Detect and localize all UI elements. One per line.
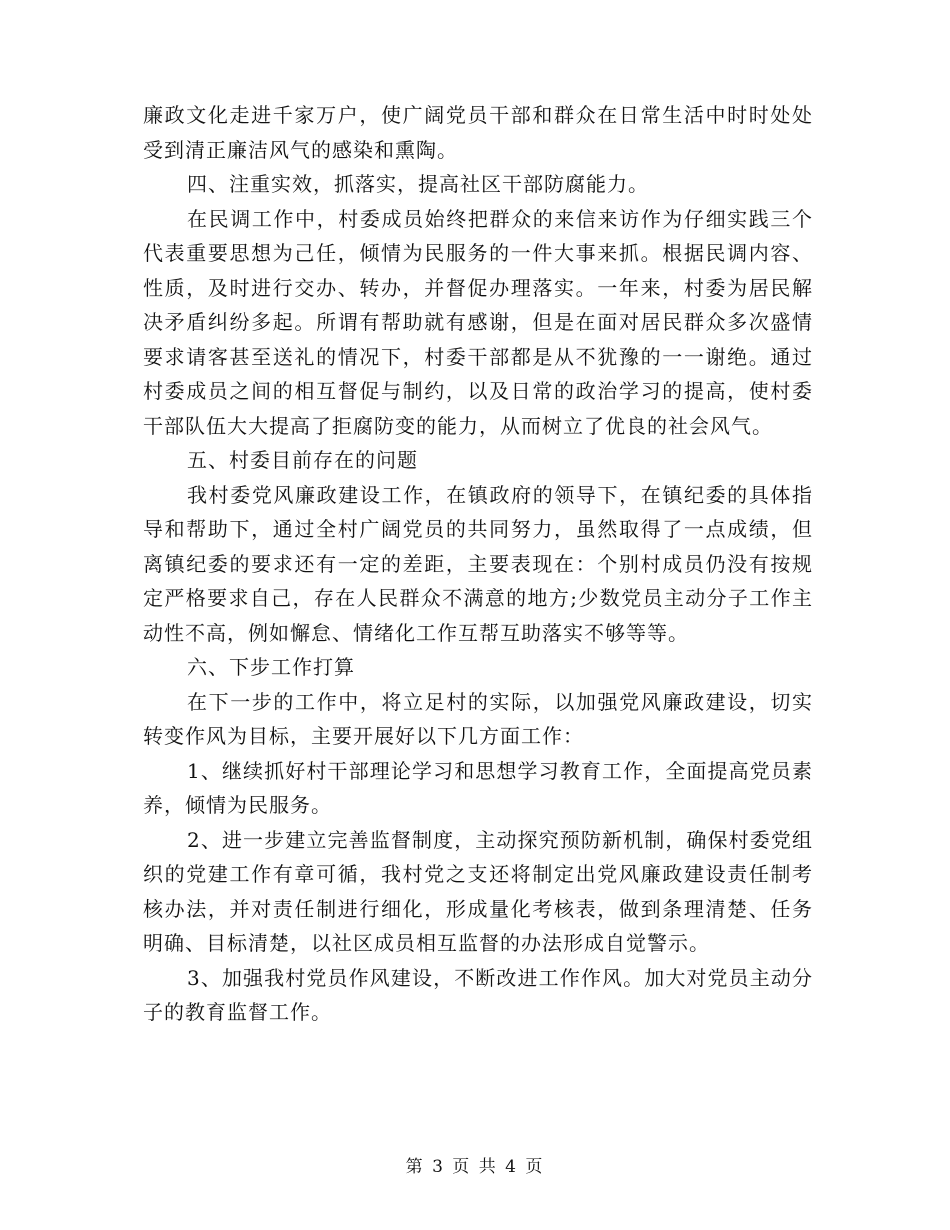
list-item-2: 2、进一步建立完善监督制度，主动探究预防新机制，确保村委党组织的党建工作有章可循，我村党之支还将制定出党风廉政建设责任制考核办法，并对责任制进行细化，形成量化考核表，做到条理清楚、任务明确、目标清楚，以社区成员相互监督的办法形成自觉警示。 [143, 827, 813, 955]
section-heading-5: 五、村委目前存在的问题 [187, 448, 418, 472]
paragraph-3: 我村委党风廉政建设工作，在镇政府的领导下，在镇纪委的具体指导和帮助下，通过全村广阔党员的共同努力，虽然取得了一点成绩，但离镇纪委的要求还有一定的差距，主要表现在：个别村成员仍没有按规定严格要求自己，存在人民群众不满意的地方;少数党员主动分子工作主动性不高，例如懈怠、情绪化工作互帮互助落实不够等等。 [143, 482, 813, 645]
paragraph-4: 在下一步的工作中，将立足村的实际，以加强党风廉政建设，切实转变作风为目标，主要开展好以下几方面工作： [143, 689, 813, 748]
paragraph-2: 在民调工作中，村委成员始终把群众的来信来访作为仔细实践三个代表重要思想为己任，倾情为民服务的一件大事来抓。根据民调内容、性质，及时进行交办、转办，并督促办理落实。一年来，村委为居民解决矛盾纠纷多起。所谓有帮助就有感谢，但是在面对居民群众多次盛情要求请客甚至送礼的情况下，村委干部都是从不犹豫的一一谢绝。通过村委成员之间的相互督促与制约，以及日常的政治学习的提高，使村委干部队伍大大提高了拒腐防变的能力，从而树立了优良的社会风气。 [143, 206, 813, 438]
paragraph-1: 廉政文化走进千家万户，使广阔党员干部和群众在日常生活中时时处处受到清正廉洁风气的感染和熏陶。 [143, 103, 813, 162]
list-item-3: 3、加强我村党员作风建设，不断改进工作作风。加大对党员主动分子的教育监督工作。 [143, 965, 813, 1024]
section-heading-4: 四、注重实效，抓落实，提高社区干部防腐能力。 [187, 172, 649, 196]
list-item-1: 1、继续抓好村干部理论学习和思想学习教育工作，全面提高党员素养，倾情为民服务。 [143, 758, 813, 817]
section-heading-6: 六、下步工作打算 [187, 655, 355, 679]
page-footer: 第 3 页 共 4 页 [405, 1157, 545, 1177]
document-body [143, 98, 813, 1030]
